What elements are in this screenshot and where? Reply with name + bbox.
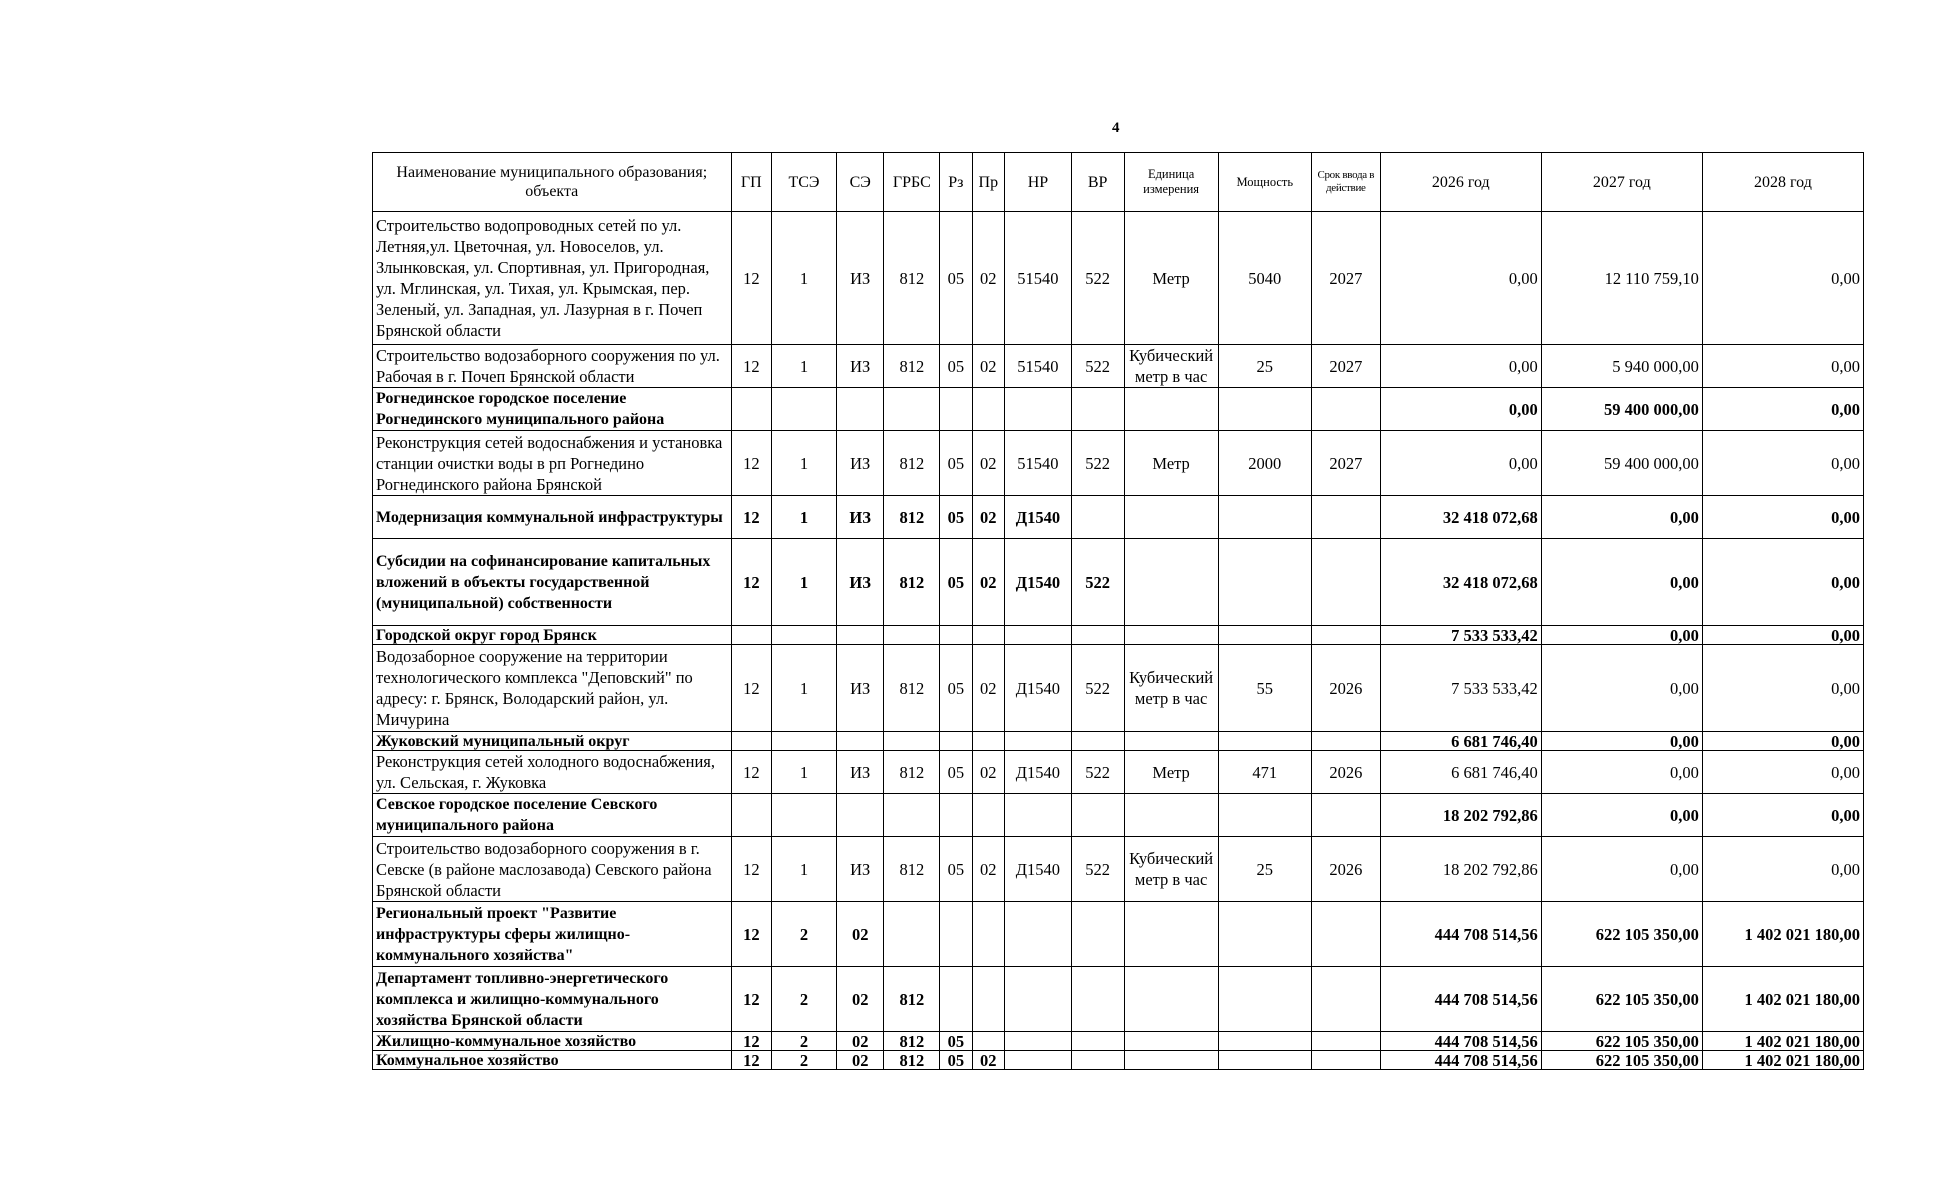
cell-commission-date (1311, 388, 1380, 431)
cell-vr: 522 (1071, 345, 1124, 388)
cell-name: Строительство водозаборного сооружения в г. Севске (в районе маслозавода) Севского района Брянской области (373, 837, 732, 902)
header-gp: ГП (731, 153, 772, 212)
cell-amount-2026: 7 533 533,42 (1380, 626, 1541, 645)
cell-pr (972, 388, 1004, 431)
cell-amount-2027: 0,00 (1541, 837, 1702, 902)
cell-amount-2026: 18 202 792,86 (1380, 794, 1541, 837)
cell-capacity (1218, 794, 1311, 837)
cell-unit (1124, 967, 1218, 1032)
cell-capacity: 471 (1218, 751, 1311, 794)
cell-commission-date (1311, 539, 1380, 626)
header-capacity: Мощность (1218, 153, 1311, 212)
cell-se (836, 388, 884, 431)
cell-name: Городской округ город Брянск (373, 626, 732, 645)
budget-table (372, 152, 1864, 1070)
cell-vr (1071, 902, 1124, 967)
cell-rz (940, 626, 972, 645)
cell-pr: 02 (972, 837, 1004, 902)
cell-rz: 05 (940, 837, 972, 902)
cell-rz: 05 (940, 212, 972, 345)
cell-amount-2028: 0,00 (1702, 794, 1863, 837)
cell-vr (1071, 1032, 1124, 1051)
cell-grbs: 812 (884, 212, 940, 345)
cell-rz: 05 (940, 496, 972, 539)
table-row (373, 388, 1864, 431)
table-row (373, 212, 1864, 345)
cell-name: Департамент топливно-энергетического комплекса и жилищно-коммунального хозяйства Брянской области (373, 967, 732, 1032)
cell-amount-2026: 6 681 746,40 (1380, 732, 1541, 751)
cell-commission-date (1311, 1032, 1380, 1051)
cell-nr (1005, 388, 1072, 431)
cell-name: Жуковский муниципальный округ (373, 732, 732, 751)
cell-vr (1071, 1051, 1124, 1070)
cell-pr: 02 (972, 645, 1004, 732)
cell-vr: 522 (1071, 837, 1124, 902)
cell-unit (1124, 732, 1218, 751)
table-row (373, 496, 1864, 539)
cell-name: Субсидии на софинансирование капитальных вложений в объекты государственной (муниципальной) собственности (373, 539, 732, 626)
cell-gp: 12 (731, 902, 772, 967)
cell-nr: Д1540 (1005, 645, 1072, 732)
cell-nr (1005, 626, 1072, 645)
cell-grbs (884, 794, 940, 837)
cell-amount-2028: 0,00 (1702, 751, 1863, 794)
cell-rz: 05 (940, 1051, 972, 1070)
table-row (373, 626, 1864, 645)
cell-amount-2028: 0,00 (1702, 345, 1863, 388)
cell-amount-2027: 0,00 (1541, 732, 1702, 751)
cell-gp (731, 732, 772, 751)
cell-gp (731, 794, 772, 837)
cell-gp: 12 (731, 1032, 772, 1051)
cell-gp: 12 (731, 967, 772, 1032)
cell-amount-2028: 0,00 (1702, 212, 1863, 345)
cell-unit: Метр (1124, 431, 1218, 496)
cell-vr (1071, 732, 1124, 751)
cell-vr: 522 (1071, 431, 1124, 496)
cell-capacity (1218, 626, 1311, 645)
header-nr: НР (1005, 153, 1072, 212)
cell-capacity (1218, 967, 1311, 1032)
header-name: Наименование муниципального образования; объекта (373, 153, 732, 212)
cell-tse: 2 (772, 967, 837, 1032)
cell-gp: 12 (731, 539, 772, 626)
cell-nr: Д1540 (1005, 751, 1072, 794)
cell-commission-date (1311, 967, 1380, 1032)
cell-tse: 1 (772, 212, 837, 345)
cell-grbs: 812 (884, 1032, 940, 1051)
cell-gp: 12 (731, 345, 772, 388)
cell-tse: 1 (772, 496, 837, 539)
cell-tse: 1 (772, 345, 837, 388)
cell-vr (1071, 794, 1124, 837)
cell-name: Модернизация коммунальной инфраструктуры (373, 496, 732, 539)
cell-tse: 2 (772, 1032, 837, 1051)
cell-rz: 05 (940, 645, 972, 732)
cell-commission-date: 2027 (1311, 212, 1380, 345)
cell-commission-date: 2027 (1311, 345, 1380, 388)
cell-gp: 12 (731, 1051, 772, 1070)
cell-rz (940, 732, 972, 751)
cell-amount-2028: 0,00 (1702, 496, 1863, 539)
cell-name: Строительство водозаборного сооружения по ул. Рабочая в г. Почеп Брянской области (373, 345, 732, 388)
cell-capacity: 25 (1218, 837, 1311, 902)
cell-unit (1124, 539, 1218, 626)
cell-grbs: 812 (884, 1051, 940, 1070)
cell-tse: 1 (772, 837, 837, 902)
cell-name: Региональный проект "Развитие инфраструктуры сферы жилищно-коммунального хозяйства" (373, 902, 732, 967)
cell-nr (1005, 732, 1072, 751)
cell-commission-date: 2026 (1311, 837, 1380, 902)
cell-rz (940, 902, 972, 967)
table-row (373, 902, 1864, 967)
cell-grbs: 812 (884, 345, 940, 388)
cell-name: Жилищно-коммунальное хозяйство (373, 1032, 732, 1051)
cell-se: ИЗ (836, 345, 884, 388)
cell-pr (972, 794, 1004, 837)
table-row (373, 1032, 1864, 1051)
cell-commission-date: 2026 (1311, 645, 1380, 732)
cell-amount-2026: 0,00 (1380, 388, 1541, 431)
cell-pr (972, 967, 1004, 1032)
cell-name: Реконструкция сетей водоснабжения и установка станции очистки воды в рп Рогнедино Рогнединского района Брянской (373, 431, 732, 496)
table-row (373, 794, 1864, 837)
cell-capacity (1218, 496, 1311, 539)
cell-amount-2028: 0,00 (1702, 732, 1863, 751)
cell-commission-date (1311, 794, 1380, 837)
cell-amount-2028: 0,00 (1702, 431, 1863, 496)
header-tse: ТСЭ (772, 153, 837, 212)
cell-unit: Метр (1124, 751, 1218, 794)
cell-vr (1071, 626, 1124, 645)
table-row (373, 645, 1864, 732)
cell-name: Рогнединское городское поселение Рогнединского муниципального района (373, 388, 732, 431)
cell-amount-2026: 444 708 514,56 (1380, 902, 1541, 967)
cell-amount-2028: 1 402 021 180,00 (1702, 967, 1863, 1032)
cell-amount-2026: 0,00 (1380, 431, 1541, 496)
cell-pr: 02 (972, 496, 1004, 539)
cell-capacity: 25 (1218, 345, 1311, 388)
cell-tse: 1 (772, 645, 837, 732)
cell-capacity: 2000 (1218, 431, 1311, 496)
cell-amount-2028: 1 402 021 180,00 (1702, 1032, 1863, 1051)
cell-se: 02 (836, 902, 884, 967)
cell-name: Севское городское поселение Севского муниципального района (373, 794, 732, 837)
cell-amount-2027: 59 400 000,00 (1541, 431, 1702, 496)
table-row (373, 751, 1864, 794)
cell-tse (772, 732, 837, 751)
header-2028: 2028 год (1702, 153, 1863, 212)
cell-amount-2027: 0,00 (1541, 539, 1702, 626)
cell-grbs: 812 (884, 645, 940, 732)
cell-tse (772, 626, 837, 645)
table-row (373, 345, 1864, 388)
cell-tse (772, 388, 837, 431)
cell-pr: 02 (972, 1051, 1004, 1070)
cell-pr: 02 (972, 431, 1004, 496)
cell-gp: 12 (731, 837, 772, 902)
header-grbs: ГРБС (884, 153, 940, 212)
cell-amount-2026: 444 708 514,56 (1380, 1051, 1541, 1070)
cell-capacity (1218, 732, 1311, 751)
cell-unit (1124, 1032, 1218, 1051)
cell-amount-2026: 32 418 072,68 (1380, 496, 1541, 539)
cell-unit: Кубический метр в час (1124, 345, 1218, 388)
cell-pr (972, 1032, 1004, 1051)
page-number: 4 (1112, 120, 1120, 136)
cell-grbs (884, 388, 940, 431)
cell-amount-2028: 0,00 (1702, 645, 1863, 732)
cell-name: Строительство водопроводных сетей по ул. Летняя,ул. Цветочная, ул. Новоселов, ул. Злынковская, ул. Спортивная, ул. Пригородная, ул. Мглинская, ул. Тихая, ул. Крымская, пер. Зеленый, ул. Западная, ул. Лазурная в г. Почеп Брянской области (373, 212, 732, 345)
cell-grbs: 812 (884, 837, 940, 902)
cell-se: ИЗ (836, 539, 884, 626)
cell-amount-2027: 0,00 (1541, 496, 1702, 539)
cell-capacity (1218, 902, 1311, 967)
cell-unit (1124, 388, 1218, 431)
cell-amount-2028: 0,00 (1702, 626, 1863, 645)
cell-amount-2027: 622 105 350,00 (1541, 1051, 1702, 1070)
cell-vr (1071, 388, 1124, 431)
cell-nr (1005, 1051, 1072, 1070)
cell-name: Коммунальное хозяйство (373, 1051, 732, 1070)
cell-unit: Кубический метр в час (1124, 837, 1218, 902)
cell-commission-date: 2026 (1311, 751, 1380, 794)
cell-unit (1124, 496, 1218, 539)
cell-amount-2027: 622 105 350,00 (1541, 902, 1702, 967)
cell-amount-2028: 0,00 (1702, 837, 1863, 902)
cell-pr: 02 (972, 212, 1004, 345)
cell-se (836, 626, 884, 645)
cell-vr (1071, 496, 1124, 539)
cell-vr: 522 (1071, 212, 1124, 345)
cell-grbs: 812 (884, 496, 940, 539)
cell-vr (1071, 967, 1124, 1032)
cell-commission-date (1311, 626, 1380, 645)
cell-amount-2028: 0,00 (1702, 388, 1863, 431)
cell-se: ИЗ (836, 837, 884, 902)
table-header-row (373, 153, 1864, 212)
cell-nr: Д1540 (1005, 496, 1072, 539)
cell-pr: 02 (972, 539, 1004, 626)
header-unit: Единица измерения (1124, 153, 1218, 212)
cell-amount-2027: 5 940 000,00 (1541, 345, 1702, 388)
cell-nr (1005, 902, 1072, 967)
cell-amount-2027: 12 110 759,10 (1541, 212, 1702, 345)
header-2027: 2027 год (1541, 153, 1702, 212)
cell-nr: 51540 (1005, 345, 1072, 388)
cell-tse: 2 (772, 1051, 837, 1070)
cell-unit (1124, 1051, 1218, 1070)
cell-capacity (1218, 539, 1311, 626)
header-vr: ВР (1071, 153, 1124, 212)
cell-pr (972, 732, 1004, 751)
cell-grbs: 812 (884, 967, 940, 1032)
cell-tse (772, 794, 837, 837)
cell-gp: 12 (731, 212, 772, 345)
table-row (373, 1051, 1864, 1070)
header-2026: 2026 год (1380, 153, 1541, 212)
table-row (373, 967, 1864, 1032)
cell-unit (1124, 794, 1218, 837)
cell-vr: 522 (1071, 539, 1124, 626)
cell-tse: 1 (772, 751, 837, 794)
cell-grbs: 812 (884, 539, 940, 626)
cell-unit (1124, 902, 1218, 967)
header-pr: Пр (972, 153, 1004, 212)
cell-commission-date (1311, 1051, 1380, 1070)
cell-tse: 1 (772, 539, 837, 626)
cell-rz: 05 (940, 345, 972, 388)
cell-amount-2027: 622 105 350,00 (1541, 967, 1702, 1032)
cell-tse: 1 (772, 431, 837, 496)
cell-pr (972, 902, 1004, 967)
cell-rz (940, 967, 972, 1032)
cell-pr: 02 (972, 751, 1004, 794)
cell-nr (1005, 794, 1072, 837)
cell-grbs (884, 902, 940, 967)
cell-gp (731, 626, 772, 645)
cell-nr: 51540 (1005, 212, 1072, 345)
cell-capacity: 5040 (1218, 212, 1311, 345)
cell-amount-2027: 0,00 (1541, 751, 1702, 794)
cell-amount-2028: 1 402 021 180,00 (1702, 1051, 1863, 1070)
cell-tse: 2 (772, 902, 837, 967)
cell-gp: 12 (731, 496, 772, 539)
cell-gp: 12 (731, 645, 772, 732)
cell-gp: 12 (731, 751, 772, 794)
cell-commission-date: 2027 (1311, 431, 1380, 496)
cell-vr: 522 (1071, 645, 1124, 732)
cell-rz (940, 388, 972, 431)
cell-se (836, 794, 884, 837)
cell-rz: 05 (940, 751, 972, 794)
table-body (373, 212, 1864, 1070)
table-row (373, 732, 1864, 751)
cell-pr (972, 626, 1004, 645)
cell-amount-2028: 0,00 (1702, 539, 1863, 626)
cell-grbs: 812 (884, 431, 940, 496)
cell-unit: Кубический метр в час (1124, 645, 1218, 732)
cell-vr: 522 (1071, 751, 1124, 794)
cell-se: ИЗ (836, 212, 884, 345)
table-row (373, 431, 1864, 496)
table-row (373, 539, 1864, 626)
cell-capacity (1218, 1051, 1311, 1070)
cell-se: ИЗ (836, 751, 884, 794)
cell-pr: 02 (972, 345, 1004, 388)
cell-capacity (1218, 1032, 1311, 1051)
cell-rz: 05 (940, 539, 972, 626)
cell-amount-2027: 0,00 (1541, 794, 1702, 837)
cell-nr (1005, 1032, 1072, 1051)
cell-amount-2026: 0,00 (1380, 212, 1541, 345)
cell-amount-2026: 444 708 514,56 (1380, 967, 1541, 1032)
header-commission-date: Срок ввода в действие (1311, 153, 1380, 212)
cell-amount-2026: 0,00 (1380, 345, 1541, 388)
cell-commission-date (1311, 902, 1380, 967)
cell-se: 02 (836, 967, 884, 1032)
cell-name: Водозаборное сооружение на территории технологического комплекса "Деповский" по адресу: г. Брянск, Володарский район, ул. Мичурина (373, 645, 732, 732)
cell-rz: 05 (940, 431, 972, 496)
cell-se: 02 (836, 1032, 884, 1051)
header-se: СЭ (836, 153, 884, 212)
cell-capacity (1218, 388, 1311, 431)
cell-amount-2026: 444 708 514,56 (1380, 1032, 1541, 1051)
cell-grbs (884, 732, 940, 751)
cell-amount-2026: 32 418 072,68 (1380, 539, 1541, 626)
cell-amount-2026: 7 533 533,42 (1380, 645, 1541, 732)
cell-amount-2026: 18 202 792,86 (1380, 837, 1541, 902)
cell-grbs (884, 626, 940, 645)
cell-rz (940, 794, 972, 837)
cell-capacity: 55 (1218, 645, 1311, 732)
cell-commission-date (1311, 496, 1380, 539)
cell-se: 02 (836, 1051, 884, 1070)
cell-nr (1005, 967, 1072, 1032)
cell-name: Реконструкция сетей холодного водоснабжения, ул. Сельская, г. Жуковка (373, 751, 732, 794)
cell-unit (1124, 626, 1218, 645)
cell-grbs: 812 (884, 751, 940, 794)
header-rz: Рз (940, 153, 972, 212)
cell-se: ИЗ (836, 431, 884, 496)
cell-amount-2027: 0,00 (1541, 626, 1702, 645)
cell-gp: 12 (731, 431, 772, 496)
cell-amount-2027: 622 105 350,00 (1541, 1032, 1702, 1051)
cell-gp (731, 388, 772, 431)
cell-unit: Метр (1124, 212, 1218, 345)
cell-amount-2027: 0,00 (1541, 645, 1702, 732)
cell-se (836, 732, 884, 751)
cell-nr: Д1540 (1005, 539, 1072, 626)
cell-se: ИЗ (836, 645, 884, 732)
cell-nr: Д1540 (1005, 837, 1072, 902)
table-row (373, 837, 1864, 902)
cell-se: ИЗ (836, 496, 884, 539)
cell-amount-2026: 6 681 746,40 (1380, 751, 1541, 794)
cell-rz: 05 (940, 1032, 972, 1051)
cell-commission-date (1311, 732, 1380, 751)
cell-nr: 51540 (1005, 431, 1072, 496)
cell-amount-2028: 1 402 021 180,00 (1702, 902, 1863, 967)
cell-amount-2027: 59 400 000,00 (1541, 388, 1702, 431)
